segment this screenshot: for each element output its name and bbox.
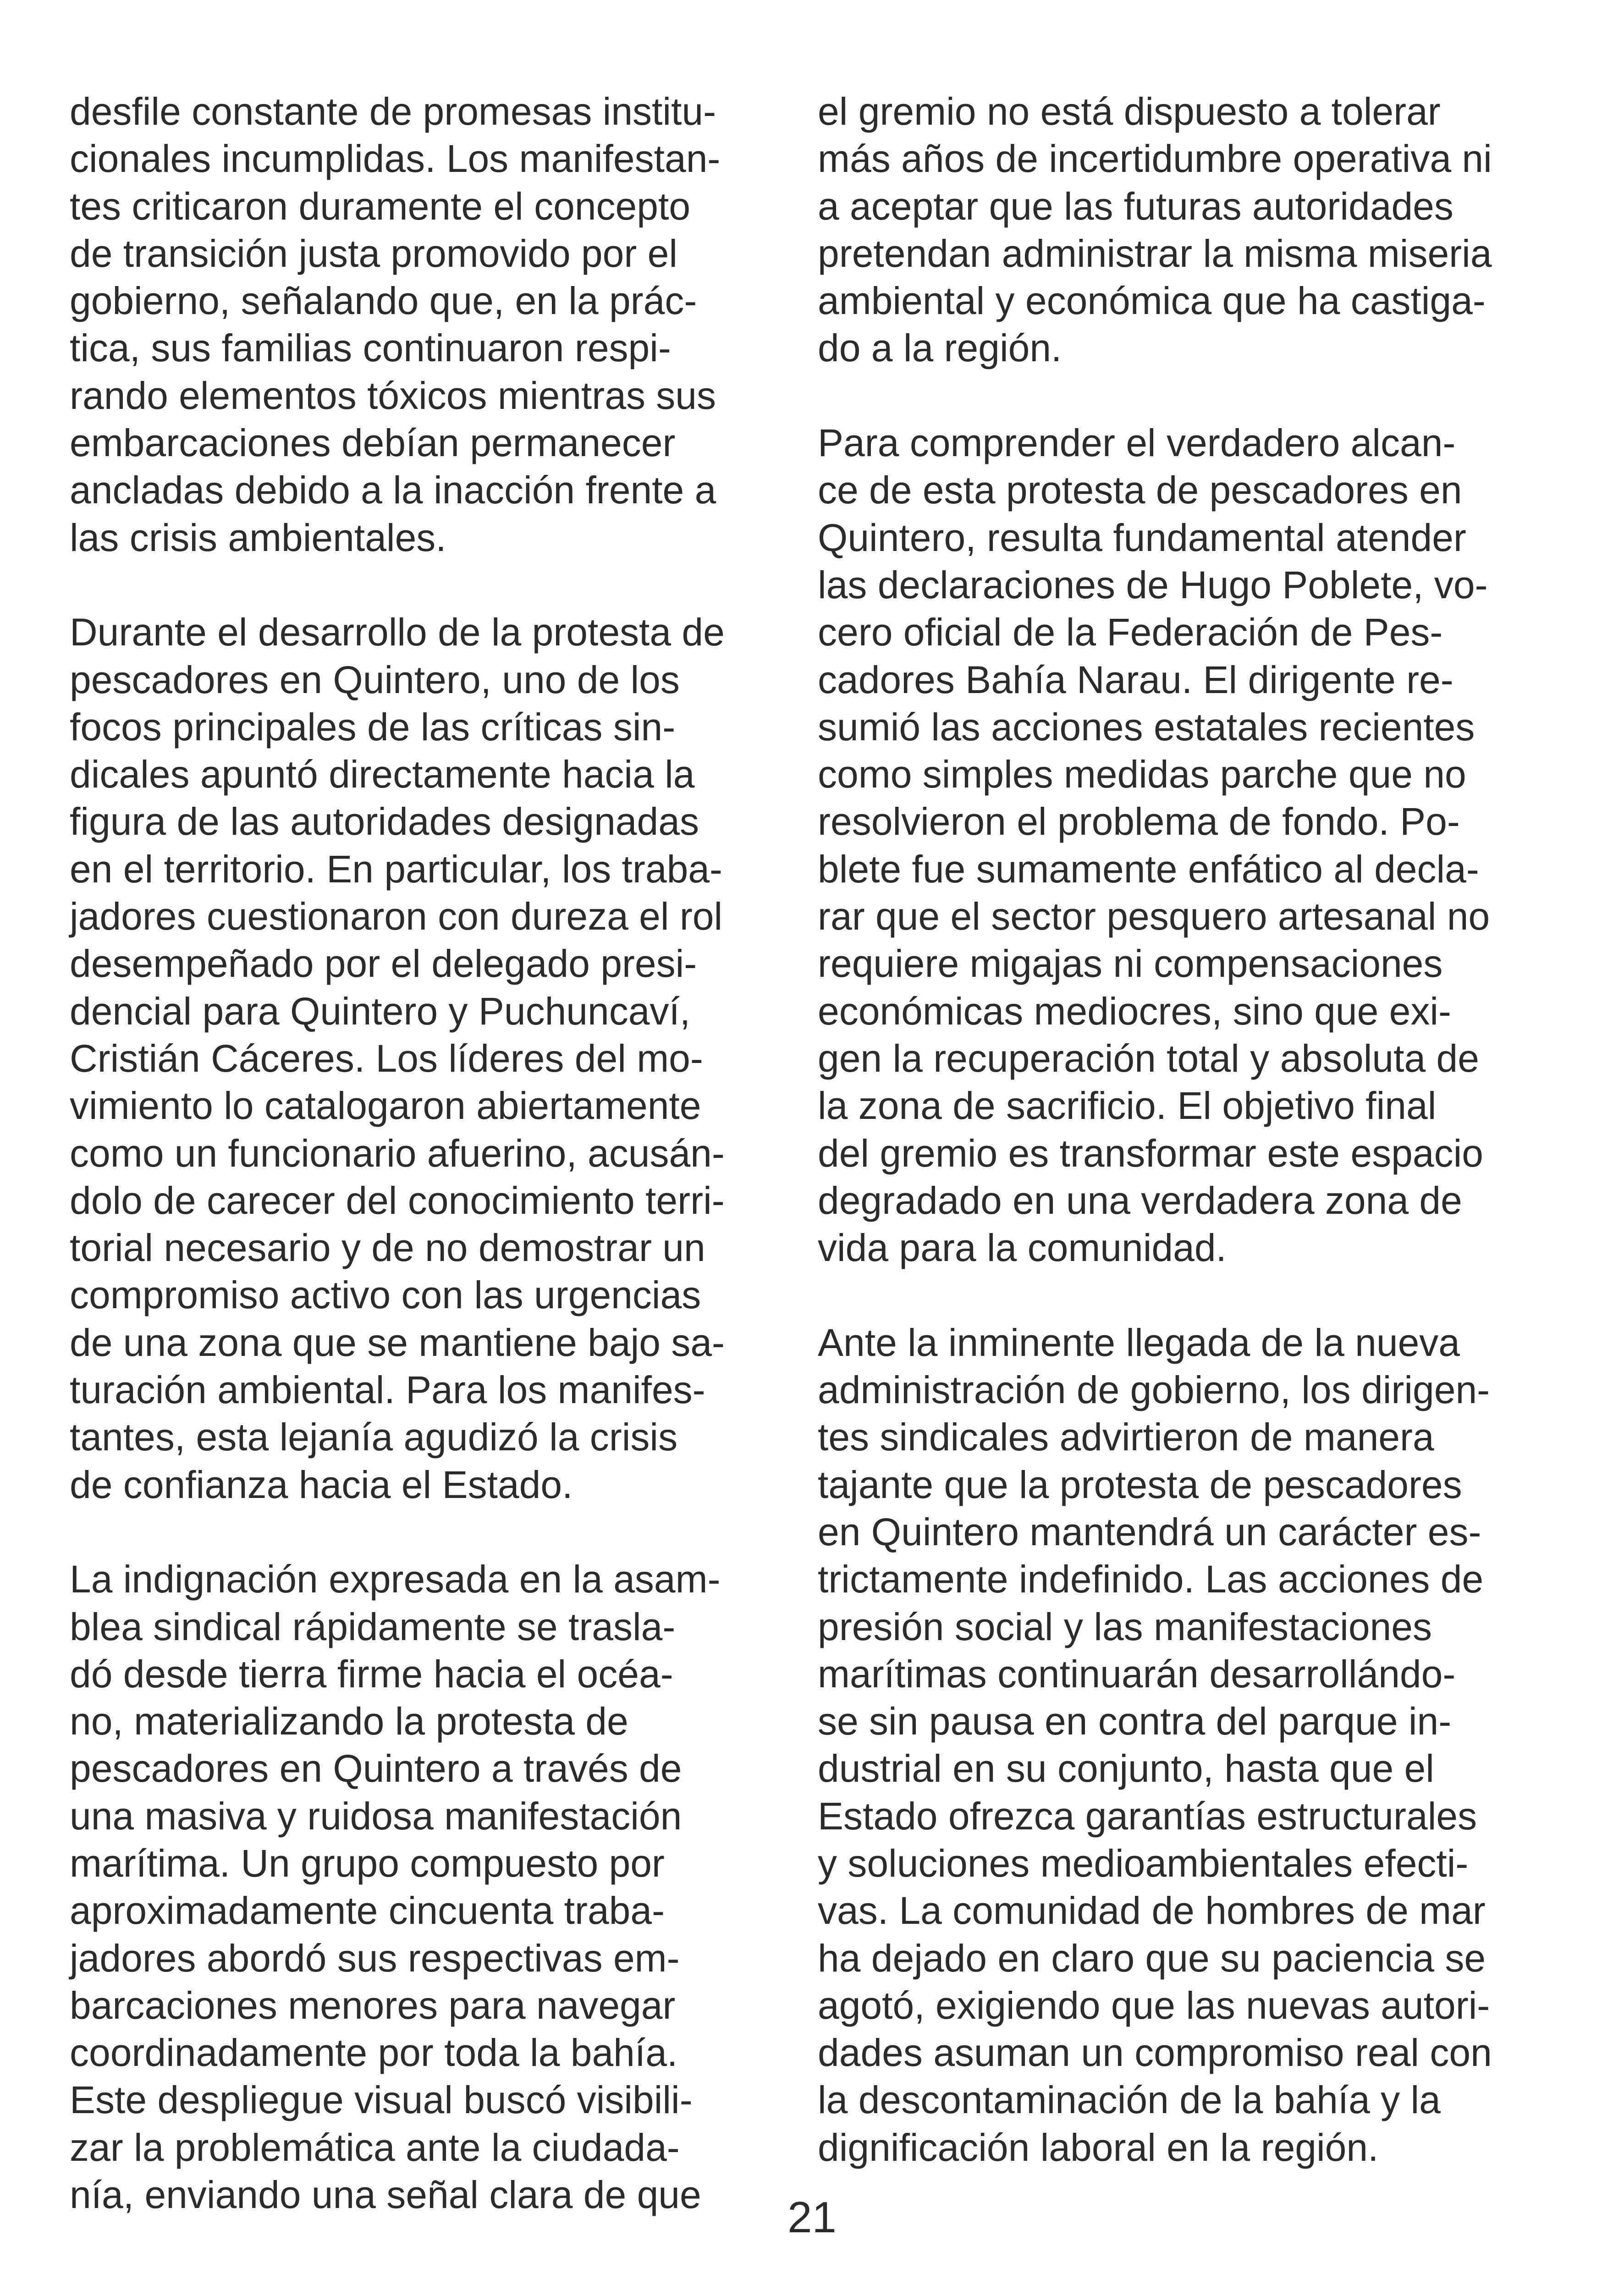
text-line: presión social y las manifestaciones [818,1605,1432,1648]
text-line: jadores cuestionaron con dureza el rol [70,895,723,938]
page-number: 21 [787,2193,837,2242]
text-line: la descontaminación de la bahía y la [818,2078,1441,2122]
text-line: dades asuman un compromiso real con [818,2031,1492,2075]
text-line: cionales incumplidas. Los manifestan- [70,137,721,181]
text-line: pretendan administrar la misma miseria [818,231,1492,275]
text-line: cero oficial de la Federación de Pes- [818,611,1443,654]
text-line: vida para la comunidad. [818,1226,1227,1270]
text-line: como un funcionario afuerino, acusán- [70,1131,725,1175]
text-line: barcaciones menores para navegar [70,1983,676,2027]
text-line: embarcaciones debían permanecer [70,421,676,465]
text-line: marítimas continuarán desarrollándo- [818,1652,1456,1696]
text-line: del gremio es transformar este espacio [818,1131,1483,1175]
text-line: se sin pausa en contra del parque in- [818,1700,1452,1743]
text-line: Estado ofrezca garantías estructurales [818,1794,1477,1838]
right-column [818,88,1544,2171]
text-line: tes sindicales advirtieron de manera [818,1415,1434,1459]
text-line: aproximadamente cincuenta traba- [70,1889,665,1933]
text-line: tajante que la protesta de pescadores [818,1463,1462,1506]
text-line: sumió las acciones estatales recientes [818,705,1475,749]
text-line: turación ambiental. Para los manifes- [70,1368,705,1412]
text-line: Quintero, resulta fundamental atender [818,516,1466,559]
text-line: más años de incertidumbre operativa ni [818,137,1492,181]
text-line: requiere migajas ni compensaciones [818,942,1443,986]
text-line: vimiento lo catalogaron abiertamente [70,1084,701,1128]
text-line: dencial para Quintero y Puchuncaví, [70,989,691,1033]
text-line: Durante el desarrollo de la protesta de [70,611,725,654]
text-line: pescadores en Quintero, uno de los [70,658,680,701]
text-line: agotó, exigiendo que las nuevas autori- [818,1983,1490,2027]
text-line: desfile constante de promesas institu- [70,90,716,133]
text-line: dicales apuntó directamente hacia la [70,753,695,796]
text-line: rando elementos tóxicos mientras sus [70,374,716,417]
text-line: a aceptar que las futuras autoridades [818,184,1453,228]
text-line: blete fue sumamente enfático al decla- [818,847,1479,891]
text-line: degradado en una verdadera zona de [818,1178,1462,1222]
text-line: y soluciones medioambientales efecti- [818,1841,1469,1885]
text-line: jadores abordó sus respectivas em- [70,1936,680,1980]
text-line: tica, sus familias continuaron respi- [70,326,671,370]
text-line: económicas mediocres, sino que exi- [818,989,1451,1033]
text-line: trictamente indefinido. Las acciones de [818,1558,1484,1601]
text-line: de una zona que se mantiene bajo sa- [70,1321,725,1364]
text-line: torial necesario y de no demostrar un [70,1226,705,1270]
text-line: gen la recuperación total y absoluta de [818,1036,1479,1080]
text-line: la zona de sacrificio. El objetivo final [818,1084,1437,1128]
text-line: Cristián Cáceres. Los líderes del mo- [70,1036,703,1080]
text-line: rar que el sector pesquero artesanal no [818,895,1490,938]
text-line: blea sindical rápidamente se trasla- [70,1605,676,1648]
text-line [70,562,796,609]
text-line: figura de las autoridades designadas [70,800,699,843]
text-line: desempeñado por el delegado presi- [70,942,697,986]
text-line: no, materializando la protesta de [70,1700,628,1743]
text-line: Este despliegue visual buscó visibili- [70,2078,693,2122]
text-line: administración de gobierno, los dirigen- [818,1368,1490,1412]
text-line: ambiental y económica que ha castiga- [818,279,1486,323]
text-line [70,1509,796,1556]
text-line: do a la región. [818,326,1062,370]
text-line: pescadores en Quintero a través de [70,1747,682,1790]
text-line: coordinadamente por toda la bahía. [70,2031,678,2075]
text-line: resolvieron el problema de fondo. Po- [818,800,1460,843]
text-line: las crisis ambientales. [70,516,446,559]
text-line: dolo de carecer del conocimiento terri- [70,1178,725,1222]
text-line: dó desde tierra firme hacia el océa- [70,1652,673,1696]
left-column [70,88,796,2219]
text-line: el gremio no está dispuesto a tolerar [818,90,1441,133]
text-line [818,372,1544,419]
text-line: gobierno, señalando que, en la prác- [70,279,697,323]
text-line: zar la problemática ante la ciudada- [70,2125,680,2169]
text-line: La indignación expresada en la asam- [70,1558,721,1601]
text-line: tes criticaron duramente el concepto [70,184,691,228]
text-line [818,1272,1544,1319]
text-line: las declaraciones de Hugo Poblete, vo- [818,563,1488,606]
text-line: en Quintero mantendrá un carácter es- [818,1510,1481,1553]
text-line: Para comprender el verdadero alcan- [818,421,1456,465]
text-line: de transición justa promovido por el [70,231,678,275]
text-line: ha dejado en claro que su paciencia se [818,1936,1486,1980]
text-line: tantes, esta lejanía agudizó la crisis [70,1415,678,1459]
text-line: ce de esta protesta de pescadores en [818,468,1462,512]
text-line: vas. La comunidad de hombres de mar [818,1889,1486,1933]
text-line: una masiva y ruidosa manifestación [70,1794,682,1838]
text-line: focos principales de las críticas sin- [70,705,676,749]
text-line: nía, enviando una señal clara de que [70,2173,701,2217]
text-line: de confianza hacia el Estado. [70,1463,573,1506]
text-line: en el territorio. En particular, los traba- [70,847,722,891]
text-line: dignificación laboral en la región. [818,2125,1379,2169]
text-line: ancladas debido a la inacción frente a [70,468,716,512]
text-line: compromiso activo con las urgencias [70,1273,701,1317]
text-line: dustrial en su conjunto, hasta que el [818,1747,1434,1790]
text-line: cadores Bahía Narau. El dirigente re- [818,658,1453,701]
text-line: marítima. Un grupo compuesto por [70,1841,665,1885]
text-line: como simples medidas parche que no [818,753,1466,796]
text-line: Ante la inminente llegada de la nueva [818,1321,1460,1364]
